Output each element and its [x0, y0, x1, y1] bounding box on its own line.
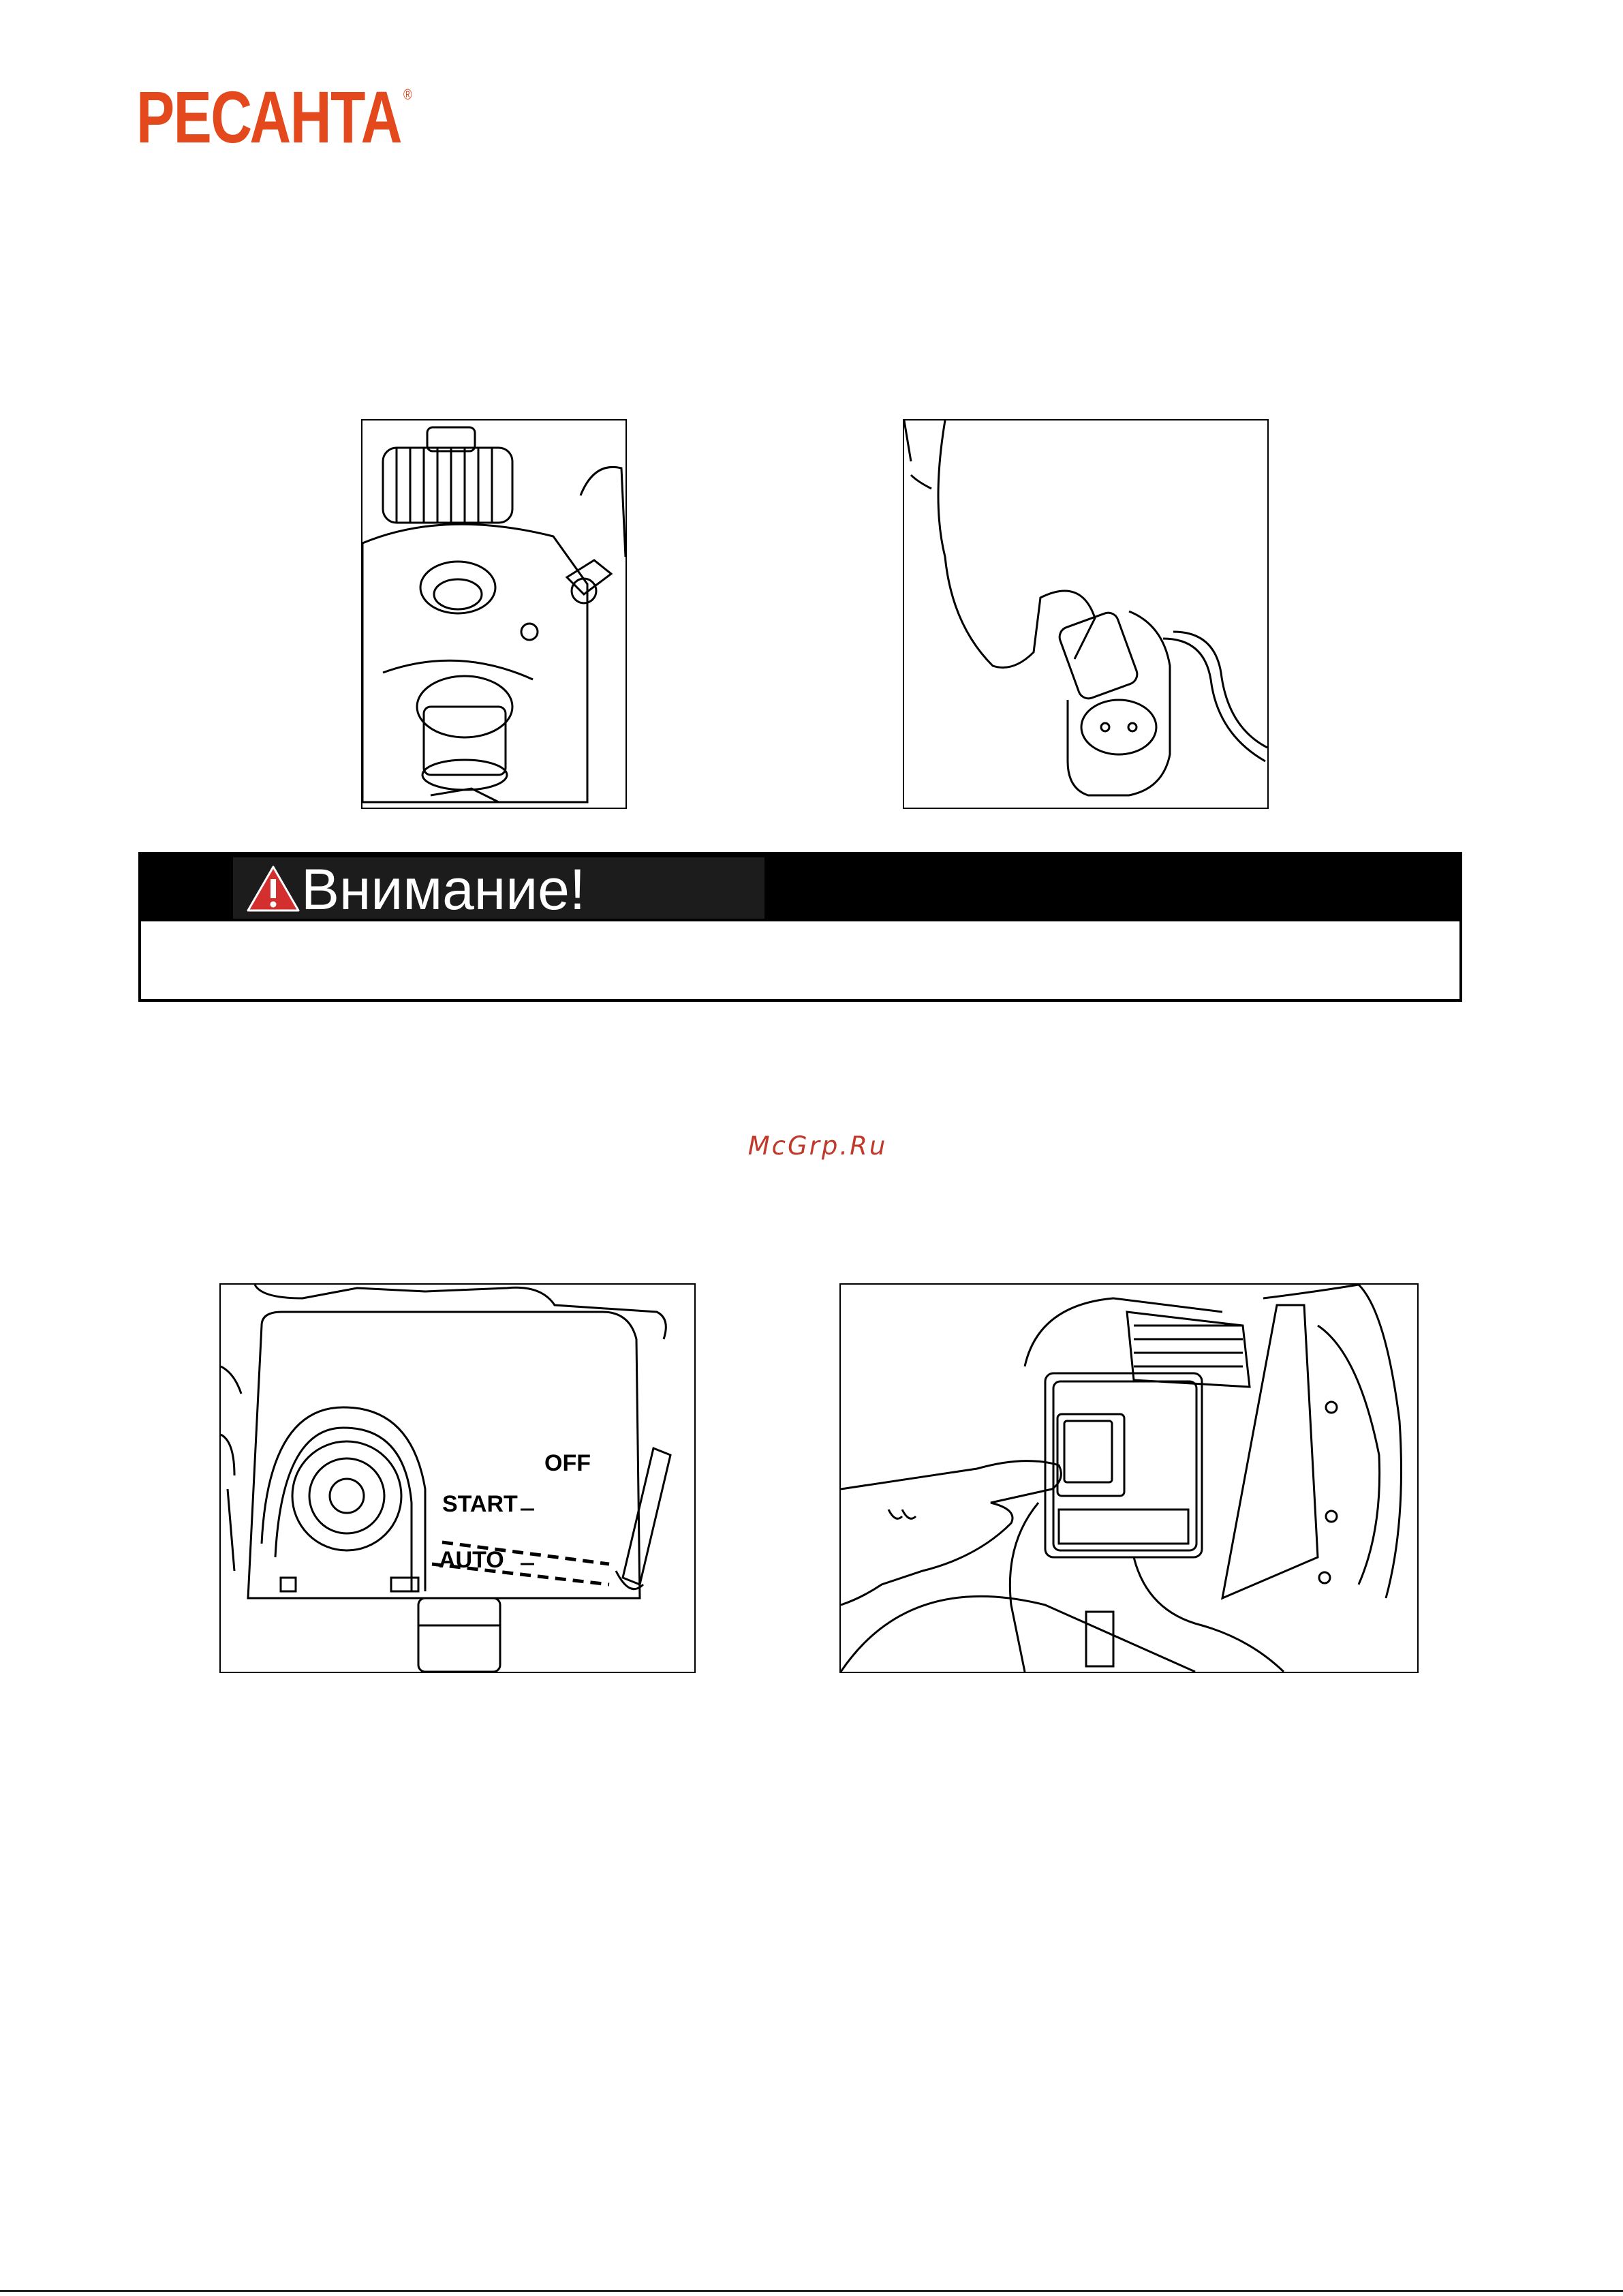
registered-mark: ®: [403, 86, 412, 103]
label-auto: AUTO: [439, 1547, 504, 1573]
pressure-switch-illustration: [221, 1285, 694, 1672]
warning-panel: [138, 852, 1462, 1002]
label-off: OFF: [544, 1450, 591, 1476]
brand-name: РЕСАНТА: [136, 76, 401, 158]
watermark: McGrp.Ru: [747, 1131, 888, 1161]
pump-priming-illustration: [362, 420, 625, 808]
page-bottom-rule: [0, 2290, 1623, 2292]
warning-title: Внимание!: [301, 857, 586, 921]
warning-label: [233, 857, 764, 919]
figure-pump-priming-plug: [361, 419, 627, 809]
warning-triangle-icon: [245, 864, 301, 913]
warning-header-bar: [141, 855, 1459, 921]
figure-plug-into-socket: [903, 419, 1269, 809]
plug-socket-illustration: [904, 420, 1267, 808]
brand-logo: [136, 76, 412, 158]
figure-pressure-switch: [219, 1283, 696, 1673]
power-switch-illustration: [841, 1285, 1417, 1672]
label-start: START: [442, 1491, 518, 1517]
figure-power-switch: [839, 1283, 1419, 1673]
